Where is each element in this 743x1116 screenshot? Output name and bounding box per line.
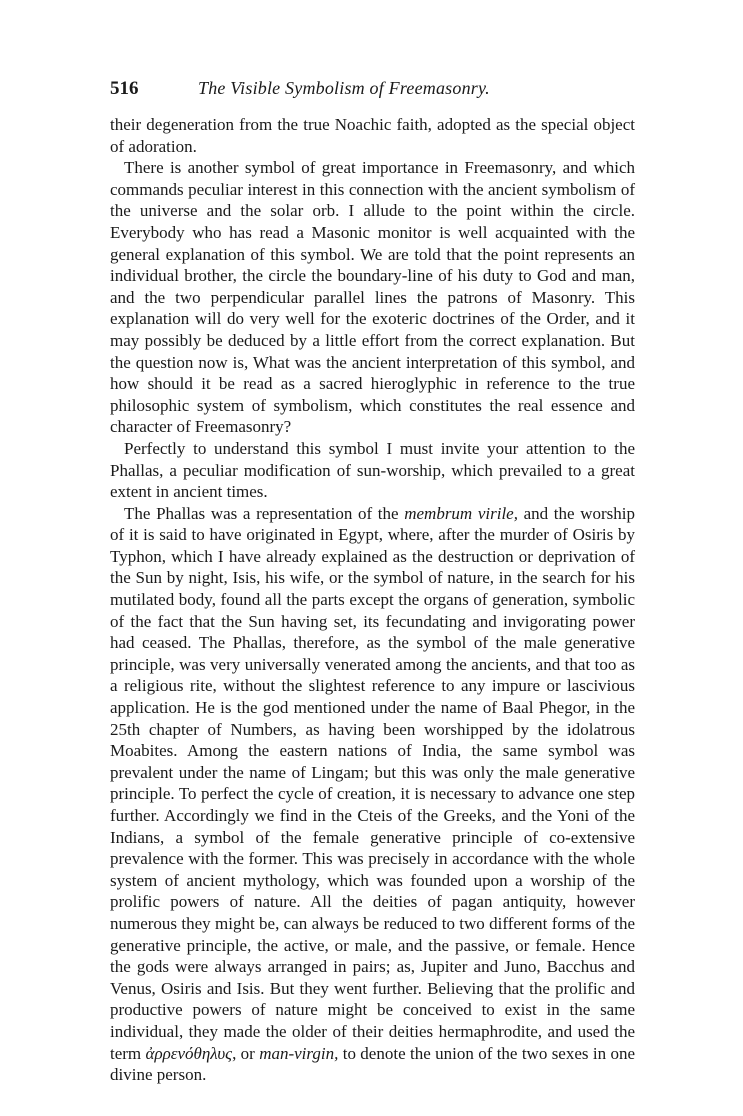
text-run: The Phallas was a representation of the — [124, 503, 405, 523]
paragraph — [110, 438, 635, 503]
paragraph — [110, 503, 635, 1086]
text-run: and the worship of it is said to have originated in Egypt, where, after the murder of Osiris by Typhon, which I have already explained as the destruction or deprivation of the Sun by night, Isis, his wife, or the symbol of nature, in the search for his mutilated body, found all the parts except the organs of generation, symbolic of the fact that the Sun having set, its fecundating and invigorating power had ceased. The Phallas, therefore, as the symbol of the male generative principle, was very universally venerated among the ancients, and that too as a religious rite, without the slightest reference to any impure or lascivious application. He is the god mentioned under the name of Baal Phegor, in the 25th chapter of Numbers, as having been worshipped by the idolatrous Moabites. Among the eastern nations of India, the same symbol was prevalent under the name of Lingam; but this was only the male generative principle. To perfect the cycle of creation, it is necessary to advance one step further. Accordingly we find in the Cteis of the Greeks, and the Yoni of the Indians, a symbol of the female generative principle of co-extensive prevalence with the former. This was precisely in accordance with the whole system of ancient mythology, which was founded upon a worship of the prolific powers of nature. All the deities of pagan antiquity, however numerous they might be, can always be reduced to two different forms of the generative principle, the active, or male, and the passive, or female. Hence the gods were always arranged in pairs; as, Jupiter and Juno, Bacchus and Venus, Osiris and Isis. But they went further. Believing that the prolific and productive powers of nature might be conceived to exist in the same individual, they made the older of their deities hermaphrodite, and used the term — [110, 503, 635, 1063]
page-header — [110, 78, 635, 104]
paragraph — [110, 157, 635, 438]
running-title: The Visible Symbolism of Freemasonry. — [198, 78, 490, 98]
text-run: their degeneration from the true Noachic faith, adopted as the special object of adoration. — [110, 115, 635, 156]
text-run: There is another symbol of great importance in Freemasonry, and which commands peculiar interest in this connection with the ancient symbolism of the universe and the solar orb. I allude to the point within the circle. Everybody who has read a Masonic monitor is well acquainted with the general explanation of this symbol. We are told that the point represents an individual brother, the circle the boundary-line of his duty to God and man, and the two perpendicular parallel lines the patrons of Masonry. This explanation will do very well for the exoteric doctrines of the Order, and it may possibly be deduced by a little effort from the correct explanation. But the question now is, What was the ancient interpretation of this symbol, and how should it be read as a sacred hieroglyphic in reference to the true philosophic system of symbolism, which constitutes the real essence and character of Freemasonry? — [110, 158, 635, 437]
italic-phrase: membrum virile, — [404, 503, 518, 523]
greek-term: ἀρρενόθηλυς — [145, 1043, 233, 1063]
italic-phrase: man-virgin, — [259, 1043, 339, 1063]
paragraph — [110, 114, 635, 157]
text-run: to denote the union of the two sexes in one divine person. — [110, 1043, 635, 1085]
page-number: 516 — [110, 78, 139, 99]
text-run: , or — [232, 1043, 260, 1063]
body-text — [110, 114, 635, 1086]
text-run: Perfectly to understand this symbol I must invite your attention to the Phallas, a peculiar modification of sun-worship, which prevailed to a great extent in ancient times. — [110, 438, 635, 502]
